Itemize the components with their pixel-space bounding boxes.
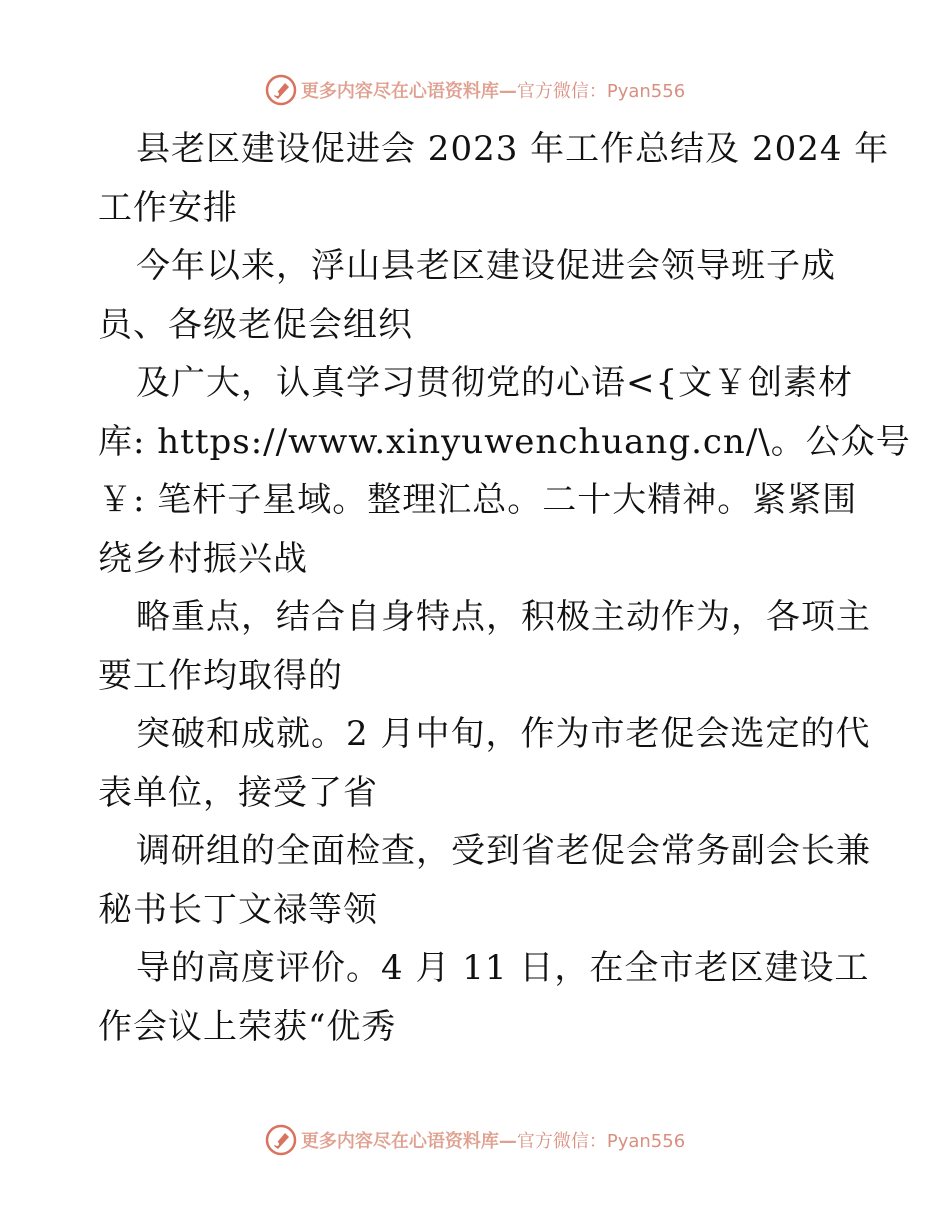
paragraph-line: 导的高度评价。4 月 11 日，在全市老区建设工 [136, 948, 870, 988]
watermark-text: 更多内容尽在心语资料库—官方微信：Pyan556 [300, 1131, 686, 1152]
document-body [98, 120, 911, 1056]
watermark-text: 更多内容尽在心语资料库—官方微信：Pyan556 [300, 81, 686, 102]
paragraph-line: 作会议上荣获“优秀 [98, 1006, 397, 1047]
paragraph-line: 秘书长丁文禄等领 [98, 889, 378, 930]
paragraph-line: 今年以来，浮山县老区建设促进会领导班子成 [136, 246, 836, 286]
paragraph-line: 库: https://www.xinyuwenchuang.cn/\。公众号 [98, 421, 911, 462]
pen-nib-logo-icon [265, 1124, 297, 1156]
paragraph-line: 要工作均取得的 [98, 655, 343, 696]
paragraph-line: 突破和成就。2 月中旬，作为市老促会选定的代 [136, 714, 871, 754]
title-line-1: 县老区建设促进会 2023 年工作总结及 2024 年 [136, 129, 890, 169]
paragraph-line: 及广大，认真学习贯彻党的心语<{文￥创素材 [136, 363, 854, 403]
paragraph-line: 员、各级老促会组织 [98, 304, 413, 345]
paragraph-line: 调研组的全面检查，受到省老促会常务副会长兼 [136, 831, 871, 871]
title-line-2: 工作安排 [98, 187, 238, 228]
footer-watermark [0, 1120, 950, 1160]
paragraph-line: 略重点，结合自身特点，积极主动作为，各项主 [136, 597, 871, 637]
paragraph-line: 绕乡村振兴战 [98, 538, 308, 579]
paragraph-line: 表单位，接受了省 [98, 772, 378, 813]
paragraph-line: ￥: 笔杆子星域。整理汇总。二十大精神。紧紧围 [98, 480, 858, 520]
header-watermark [0, 70, 950, 110]
pen-nib-logo-icon [265, 74, 297, 106]
